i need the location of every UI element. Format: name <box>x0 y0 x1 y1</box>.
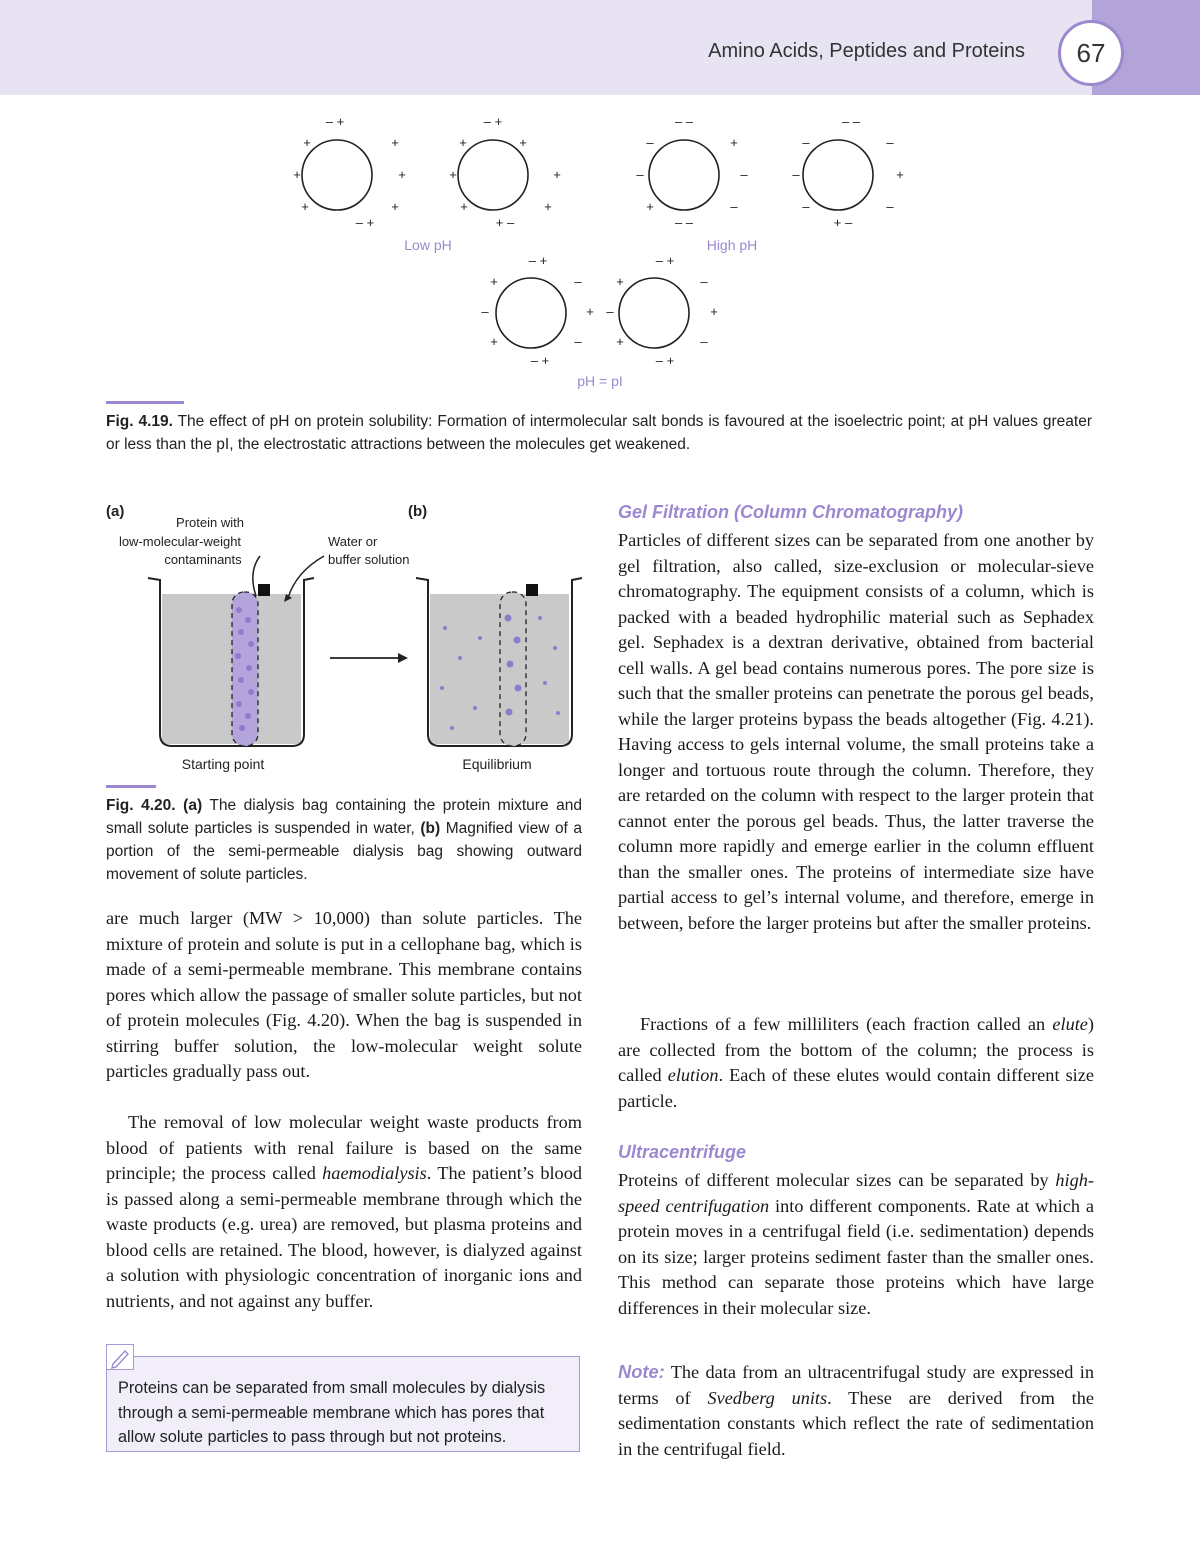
svg-text:+: + <box>398 167 406 182</box>
protein-molecule <box>803 140 873 210</box>
caption-label: Fig. 4.19. <box>106 413 173 430</box>
fig-4-19-diagram <box>280 110 920 400</box>
protein-molecule <box>496 278 566 348</box>
caption-a: (a) <box>183 797 203 814</box>
right-paragraph-2: Fractions of a few milliliters (each fraction called an elute) are collected from the bottom of the column; the process is called elution. Each of these elutes would contain different size particle. <box>618 1014 1094 1111</box>
caption-text: The effect of pH on protein solubility: Formation of intermolecular salt bonds is favoured at the isoelectric point; at pH values greater or less than the pI, the electrostatic attractions between the molecules get weakened. <box>106 413 1092 453</box>
svg-text:–: – <box>730 199 738 214</box>
svg-text:+: + <box>301 199 309 214</box>
svg-text:–: – <box>802 135 810 150</box>
right-paragraph-3: Proteins of different molecular sizes can be separated by high-speed centrifugation into different components. Rate at which a protein moves in a centrifugal field (i.e. sedimentation) depends on its size; larger proteins sediment faster than the smaller ones. This method can separate those proteins which have large differences in their molecular size. <box>618 1170 1094 1318</box>
fig-4-20-caption <box>106 794 582 886</box>
svg-text:+: + <box>460 199 468 214</box>
svg-text:– +: – + <box>655 353 675 368</box>
svg-text:–: – <box>574 334 582 349</box>
label-water-1: Water or <box>328 534 378 549</box>
svg-text:+: + <box>616 334 624 349</box>
svg-text:+: + <box>490 334 498 349</box>
label-water-2: buffer solution <box>328 552 410 567</box>
panel-a-label: (a) <box>106 503 125 520</box>
svg-text:+: + <box>616 274 624 289</box>
svg-text:+: + <box>391 135 399 150</box>
svg-text:–: – <box>792 167 800 182</box>
svg-text:– –: – – <box>674 215 694 230</box>
svg-text:+: + <box>459 135 467 150</box>
svg-text:+: + <box>293 167 301 182</box>
page-header <box>0 0 1200 95</box>
right-paragraph-1: Particles of different sizes can be separated from one another by gel filtration, also called, size-exclusion or molecular-sieve chromatography. The equipment consists of a column, which is packed with a beaded hydrophilic material such as Sephadex gel. Sephadex is a dextran derivative, obtained from bacterial cell walls. A gel bead contains numerous pores. The pore size is such that the smaller proteins can penetrate the porous gel beads, while the larger proteins bypass the beads altogether (Fig. 4.21). Having access to gels internal volume, the small proteins take a longer and tortuous route through the column. Therefore, they are retarded on the column with respect to the larger protein that cannot enter the porous gel beads. Thus, the latter traverse the column more rapidly and emerge earlier in the column effluent than the smaller ones. The proteins of intermediate size have partial access to gel’s internal volume, and therefore, emerge in between, before the larger proteins but after the smaller proteins. <box>618 530 1094 933</box>
svg-text:+: + <box>519 135 527 150</box>
svg-text:+: + <box>730 135 738 150</box>
svg-text:+: + <box>586 304 594 319</box>
label-protein-1: Protein with <box>176 515 244 530</box>
protein-molecule <box>649 140 719 210</box>
protein-molecule <box>619 278 689 348</box>
protein-molecule <box>458 140 528 210</box>
svg-text:–: – <box>886 135 894 150</box>
heading-gel-filtration: Gel Filtration (Column Chromatography) <box>618 502 963 522</box>
svg-text:– +: – + <box>483 114 503 129</box>
svg-text:+: + <box>303 135 311 150</box>
svg-text:–: – <box>606 304 614 319</box>
svg-text:– +: – + <box>530 353 550 368</box>
label-high-ph: High pH <box>706 237 758 253</box>
svg-text:+: + <box>449 167 457 182</box>
svg-text:+: + <box>391 199 399 214</box>
svg-text:– –: – – <box>841 114 861 129</box>
svg-text:+: + <box>490 274 498 289</box>
caption-text-1: The dialysis bag containing the protein mixture and small solute particles is suspended in water, <box>106 797 582 837</box>
svg-text:+: + <box>544 199 552 214</box>
right-note: Note: The data from an ultracentrifugal study are expressed in terms of Svedberg units. These are derived from the sedimentation constants which reflect the rate of sedimentation in the centrifugal field. <box>618 1361 1095 1459</box>
svg-text:–: – <box>574 274 582 289</box>
pencil-icon <box>106 1344 134 1370</box>
heading-ultracentrifuge: Ultracentrifuge <box>618 1142 747 1162</box>
svg-text:– +: – + <box>528 253 548 268</box>
svg-text:– +: – + <box>655 253 675 268</box>
caption-rule <box>106 785 156 788</box>
label-protein-2: low-molecular-weight <box>118 534 242 549</box>
svg-text:–: – <box>700 274 708 289</box>
svg-text:+: + <box>710 304 718 319</box>
svg-text:– +: – + <box>355 215 375 230</box>
svg-text:–: – <box>700 334 708 349</box>
svg-text:+ –: + – <box>833 215 853 230</box>
svg-text:+ –: + – <box>495 215 515 230</box>
svg-text:+: + <box>896 167 904 182</box>
page-number: 67 <box>1058 20 1124 86</box>
label-protein-3: contaminants <box>164 552 242 567</box>
svg-text:–: – <box>481 304 489 319</box>
left-paragraph-1: are much larger (MW > 10,000) than solute particles. The mixture of protein and solute is put in a cellophane bag, which is made of a semi-permeable membrane. This membrane contains pores which allow the passage of smaller solute particles, but not of protein molecules (Fig. 4.20). When the bag is suspended in stirring buffer solution, the low-molecular weight solute particles gradually pass out. <box>106 908 582 1081</box>
fig-4-19-caption <box>106 410 1092 456</box>
label-low-ph: Low pH <box>404 237 452 253</box>
label-ph-pi: pH = pI <box>577 373 623 389</box>
svg-text:–: – <box>886 199 894 214</box>
beaker-equilibrium <box>416 578 582 746</box>
panel-b-label: (b) <box>408 503 428 520</box>
label-equilibrium: Equilibrium <box>462 756 532 772</box>
svg-text:–: – <box>802 199 810 214</box>
caption-label: Fig. 4.20. <box>106 797 176 814</box>
caption-rule <box>106 401 184 404</box>
svg-text:+: + <box>646 199 654 214</box>
svg-text:+: + <box>553 167 561 182</box>
svg-text:–: – <box>636 167 644 182</box>
caption-text-2: Magnified view of a portion of the semi-permeable dialysis bag showing outward movement of solute particles. <box>106 820 583 883</box>
protein-molecule <box>302 140 372 210</box>
svg-text:– –: – – <box>674 114 694 129</box>
beaker-starting <box>148 556 324 746</box>
running-title: Amino Acids, Peptides and Proteins <box>708 40 1025 62</box>
key-point-text: Proteins can be separated from small molecules by dialysis through a semi-permeable membrane which has pores that allow solute particles to pass through but not proteins. <box>118 1379 546 1446</box>
svg-text:–: – <box>646 135 654 150</box>
fig-4-20-diagram <box>100 498 595 778</box>
caption-b: (b) <box>420 820 441 837</box>
left-paragraph-2: The removal of low molecular weight waste products from blood of patients with renal failure is based on the same principle; the process called haemodialysis. The patient’s blood is passed along a semi-permeable membrane through which the waste products (e.g. urea) are removed, but plasma proteins and blood cells are retained. The blood, however, is dialyzed against a solution with physiologic concentration of inorganic ions and nutrients, and not against any buffer. <box>106 1112 582 1311</box>
svg-text:–: – <box>740 167 748 182</box>
svg-text:– +: – + <box>325 114 345 129</box>
label-starting-point: Starting point <box>181 756 265 772</box>
